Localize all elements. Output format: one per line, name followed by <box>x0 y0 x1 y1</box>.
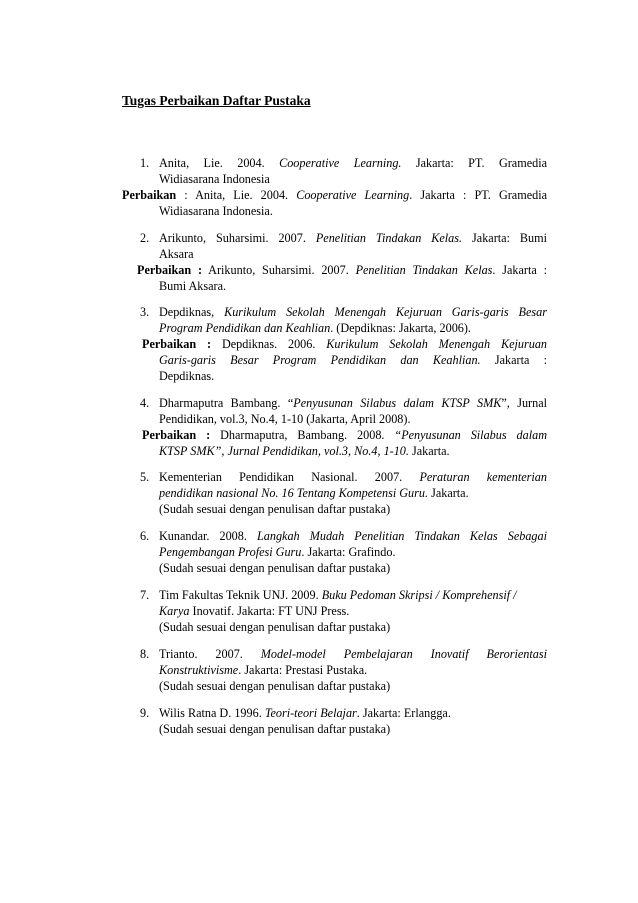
entry-number: 4. <box>140 396 150 410</box>
entry-number: 8. <box>140 647 150 661</box>
revised-citation-line-2: Widiasarana Indonesia. <box>159 204 273 218</box>
original-citation-line-1: Wilis Ratna D. 1996. Teori-teori Belajar. Jakarta: Erlangga. <box>159 706 451 720</box>
original-citation-line-1: Dharmaputra Bambang. “Penyusunan Silabus dalam KTSP SMK”, Jurnal <box>159 396 547 410</box>
original-citation-line-1: Kementerian Pendidikan Nasional. 2007. Peraturan kementerian <box>159 470 547 484</box>
revision-label: Perbaikan : <box>142 337 212 351</box>
entry-number: 3. <box>140 305 150 319</box>
page-title: Tugas Perbaikan Daftar Pustaka <box>122 93 311 108</box>
revision-label: Perbaikan : <box>137 263 203 277</box>
revised-citation-line-2: Garis-garis Besar Program Pendidikan dan Keahlian. Jakarta : <box>159 353 547 367</box>
entry-number: 7. <box>140 588 150 602</box>
status-note: (Sudah sesuai dengan penulisan daftar pustaka) <box>159 561 391 575</box>
entry-number: 9. <box>140 706 150 720</box>
status-note: (Sudah sesuai dengan penulisan daftar pustaka) <box>159 679 391 693</box>
entry-number: 6. <box>140 529 150 543</box>
entry-number: 5. <box>140 470 150 484</box>
revised-citation-line-1: Perbaikan : Dharmaputra, Bambang. 2008. “Penyusunan Silabus dalam <box>142 428 547 442</box>
status-note: (Sudah sesuai dengan penulisan daftar pustaka) <box>159 620 391 634</box>
original-citation-line-1: Anita, Lie. 2004. Cooperative Learning. Jakarta: PT. Gramedia <box>159 156 547 170</box>
revised-citation-line-1: Perbaikan : Depdiknas. 2006. Kurikulum Sekolah Menengah Kejuruan <box>142 337 547 351</box>
revised-citation-line-2: KTSP SMK”, Jurnal Pendidikan, vol.3, No.4, 1-10. Jakarta. <box>159 444 450 458</box>
revised-citation-line-1: Perbaikan : Anita, Lie. 2004. Cooperative Learning. Jakarta : PT. Gramedia <box>122 188 547 202</box>
original-citation-line-1: Trianto. 2007. Model-model Pembelajaran Inovatif Berorientasi <box>159 647 547 661</box>
revision-label: Perbaikan : <box>142 428 211 442</box>
status-note: (Sudah sesuai dengan penulisan daftar pustaka) <box>159 502 391 516</box>
original-citation-line-1: Depdiknas, Kurikulum Sekolah Menengah Kejuruan Garis-garis Besar <box>159 305 547 319</box>
original-citation-line-2: Karya Inovatif. Jakarta: FT UNJ Press. <box>159 604 350 618</box>
revised-citation-line-1: Perbaikan : Arikunto, Suharsimi. 2007. Penelitian Tindakan Kelas. Jakarta : <box>137 263 547 277</box>
revision-label: Perbaikan <box>122 188 177 202</box>
original-citation-line-1: Tim Fakultas Teknik UNJ. 2009. Buku Pedoman Skripsi / Komprehensif / <box>159 588 517 602</box>
entry-number: 2. <box>140 231 150 245</box>
original-citation-line-2: Widiasarana Indonesia <box>159 172 270 186</box>
revised-citation-line-3: Depdiknas. <box>159 369 215 383</box>
revised-citation-line-2: Bumi Aksara. <box>159 279 227 293</box>
original-citation-line-1: Arikunto, Suharsimi. 2007. Penelitian Tindakan Kelas. Jakarta: Bumi <box>159 231 547 245</box>
original-citation-line-2: Konstruktivisme. Jakarta: Prestasi Pustaka. <box>159 663 368 677</box>
original-citation-line-1: Kunandar. 2008. Langkah Mudah Penelitian Tindakan Kelas Sebagai <box>159 529 547 543</box>
original-citation-line-2: pendidikan nasional No. 16 Tentang Kompetensi Guru. Jakarta. <box>159 486 469 500</box>
status-note: (Sudah sesuai dengan penulisan daftar pustaka) <box>159 722 391 736</box>
original-citation-line-2: Program Pendidikan dan Keahlian. (Depdiknas: Jakarta, 2006). <box>159 321 471 335</box>
original-citation-line-2: Aksara <box>159 247 194 261</box>
original-citation-line-2: Pengembangan Profesi Guru. Jakarta: Grafindo. <box>159 545 396 559</box>
entry-number: 1. <box>140 156 150 170</box>
original-citation-line-2: Pendidikan, vol.3, No.4, 1-10 (Jakarta, April 2008). <box>159 412 411 426</box>
